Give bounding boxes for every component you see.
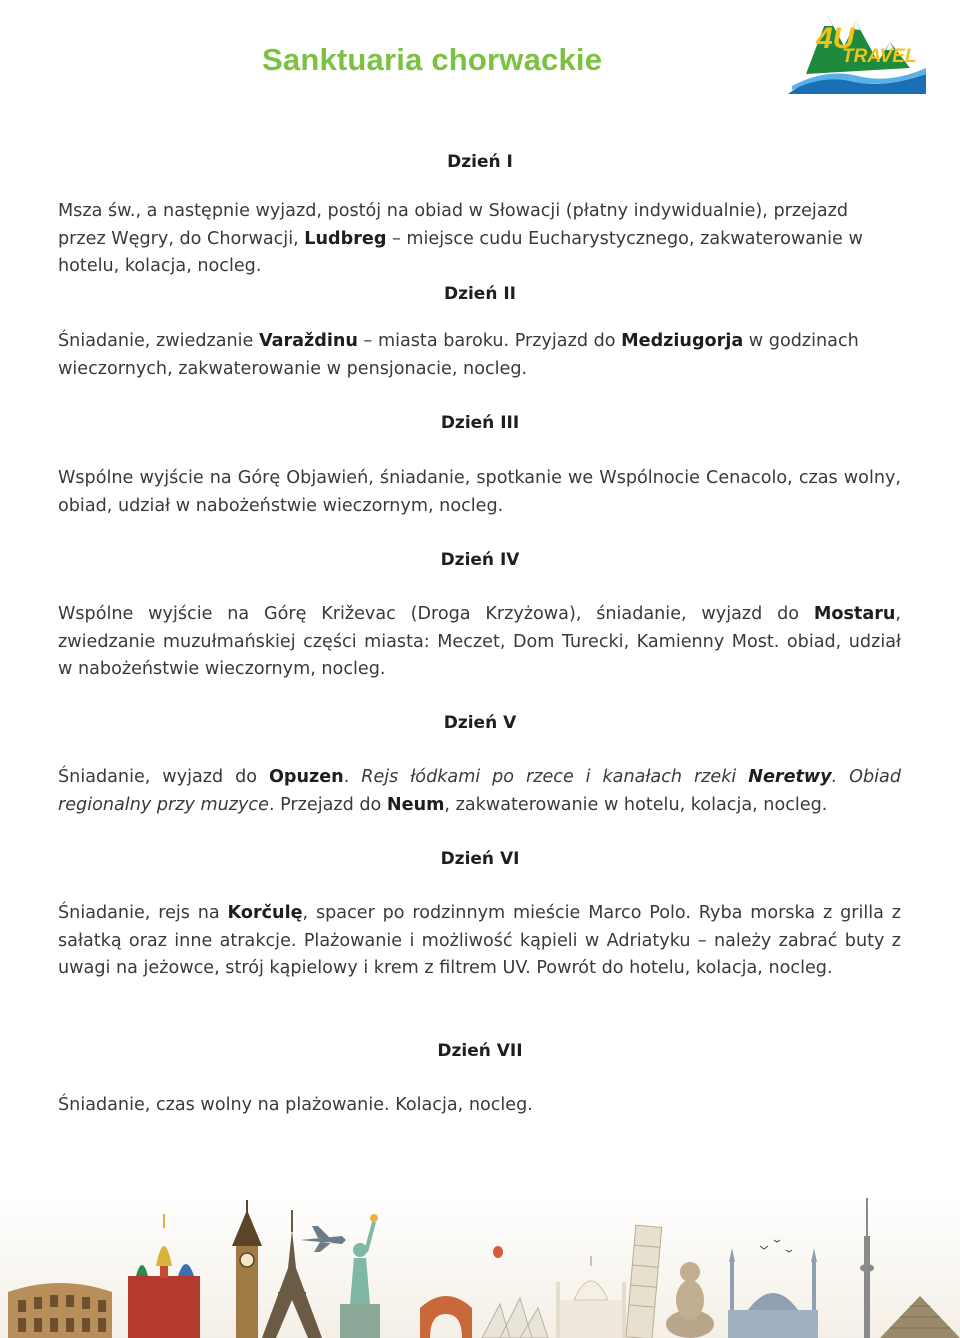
day-description [58, 764, 901, 819]
day-heading: Dzień II [443, 284, 517, 304]
world-landmarks-skyline [0, 1196, 960, 1338]
place-name: Neretwy [748, 767, 832, 787]
description-text: Śniadanie, wyjazd do [58, 767, 269, 787]
description-text: , spacer po rodzinnym mieście Marco Polo. Ryba morska z grilla z sałatką oraz inne atrakcje. Plażowanie i możliwość kąpieli w Adriatyku – należy zabrać buty z uwagi na jeżowce, strój kąpielowy i krem z filtrem UV. Powrót do hotelu, kolacja, nocleg. [58, 903, 901, 978]
day-description [58, 198, 901, 281]
place-name: Mostaru [813, 604, 896, 624]
description-text: Msza św., a następnie wyjazd, postój na obiad w Słowacji (płatny indywidualnie), przejazd przez Węgry, do Chorwacji, [58, 201, 848, 249]
description-text: Wspólne wyjście na Górę Križevac (Droga Krzyżowa), śniadanie, wyjazd do [58, 604, 814, 624]
day-description [58, 465, 901, 520]
day-description [58, 900, 901, 983]
place-name: Ludbreg [304, 228, 387, 249]
place-name: Korčulę [227, 903, 303, 923]
svg-text:TRAVEL: TRAVEL [842, 46, 917, 67]
description-text: Śniadanie, czas wolny na plażowanie. Kolacja, nocleg. [58, 1095, 533, 1115]
description-text: . [343, 767, 362, 787]
description-text: – miasta baroku. Przyjazd do [357, 331, 622, 351]
day-heading: Dzień IV [440, 550, 520, 570]
svg-text:4U: 4U [816, 22, 855, 55]
description-text: Rejs łódkami po rzece i kanałach rzeki [361, 767, 749, 787]
place-name: Medziugorja [621, 331, 744, 351]
day-heading: Dzień VII [437, 1041, 523, 1061]
day-heading: Dzień I [447, 152, 513, 172]
day-heading: Dzień VI [440, 849, 520, 869]
description-text: – miejsce cudu Eucharystycznego, zakwaterowanie w hotelu, kolacja, nocleg. [58, 228, 863, 276]
description-text: Śniadanie, zwiedzanie [58, 331, 259, 351]
description-text: , zakwaterowanie w hotelu, kolacja, nocleg. [444, 794, 828, 815]
day-heading: Dzień V [443, 713, 517, 733]
description-text: . Przejazd do [268, 794, 387, 815]
place-name: Neum [386, 794, 445, 815]
description-text: . Obiad regionalny przy muzyce [58, 767, 901, 815]
place-name: Varaždinu [258, 331, 358, 351]
day-description [58, 601, 901, 684]
day-description [58, 328, 901, 383]
description-text: Wspólne wyjście na Górę Objawień, śniadanie, spotkanie we Wspólnocie Cenacolo, czas wolny, obiad, udział w nabożeństwie wieczornym, nocleg. [58, 468, 901, 516]
day-description [58, 1092, 901, 1120]
description-text: , zwiedzanie muzułmańskiej części miasta: Meczet, Dom Turecki, Kamienny Most. obiad, udział w nabożeństwie wieczornym, nocleg. [58, 604, 901, 679]
page-title: Sanktuaria chorwackie [262, 42, 603, 77]
description-text: Śniadanie, rejs na [58, 903, 228, 923]
place-name: Opuzen [268, 767, 344, 787]
description-text: w godzinach wieczornych, zakwaterowanie w pensjonacie, nocleg. [58, 331, 859, 379]
travel-logo [786, 2, 932, 98]
day-heading: Dzień III [440, 413, 520, 433]
